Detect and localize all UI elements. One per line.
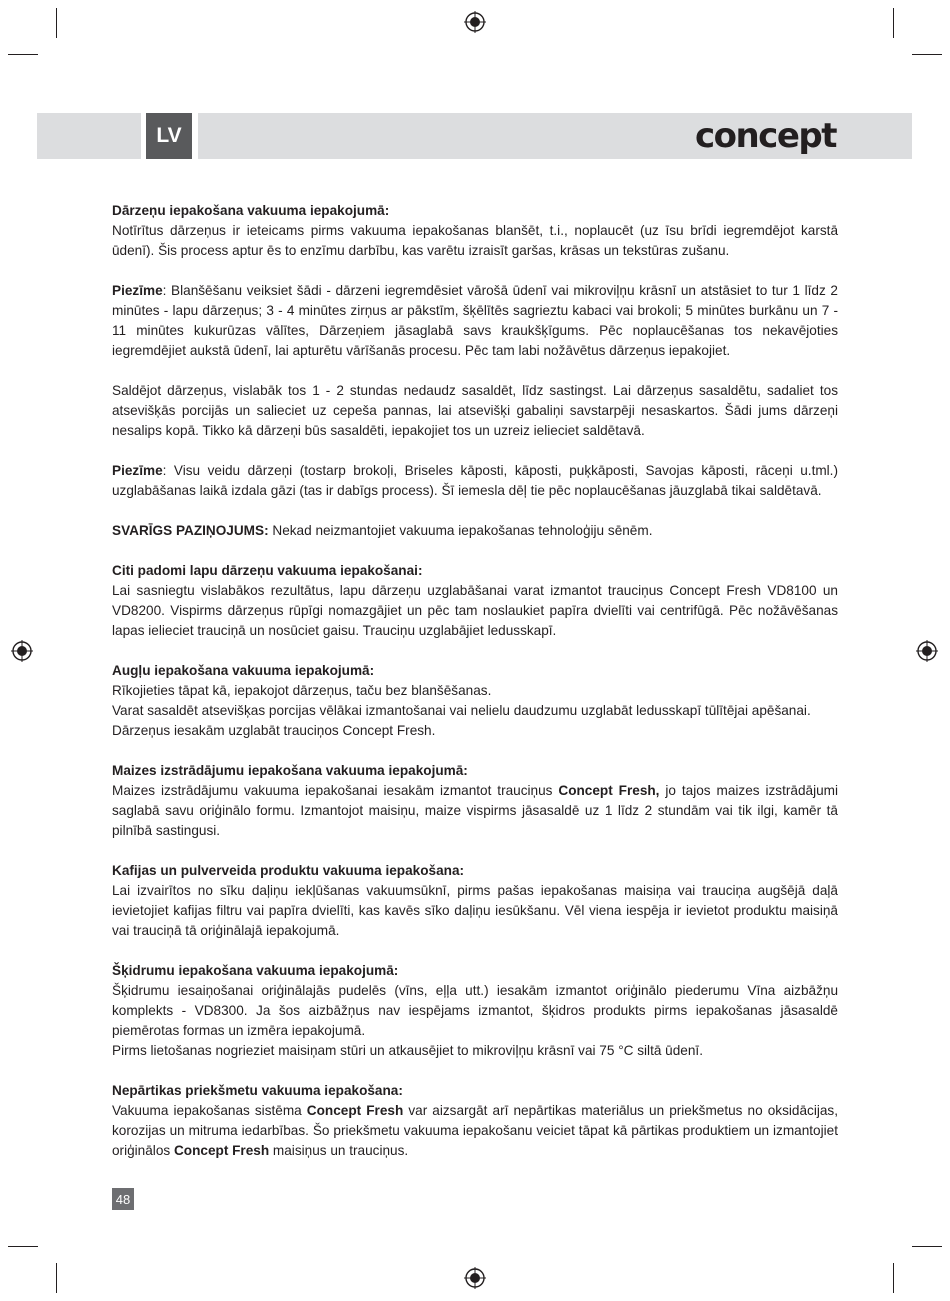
registration-mark-icon: [464, 11, 486, 33]
section-vegetables: [112, 201, 838, 261]
registration-mark-icon: [916, 640, 938, 662]
paragraph: Vakuuma iepakošanas sistēma: [112, 1103, 307, 1118]
crop-mark: [56, 8, 57, 38]
language-tab: LV: [146, 113, 192, 159]
section-title: Augļu iepakošana vakuuma iepakojumā:: [112, 663, 375, 678]
section-liquids: [112, 961, 838, 1061]
paragraph-line: Rīkojieties tāpat kā, iepakojot dārzeņus, taču bez blanšēšanas.: [112, 683, 492, 698]
note-gas: [112, 461, 838, 501]
section-non-food: [112, 1081, 838, 1161]
paragraph: : Blanšēšanu veiksiet šādi - dārzeni iegremdēsiet vārošā ūdenī vai mikroviļņu krāsnī un atstāsiet to tur 1 līdz 2 minūtes - lapu dārzeņus; 3 - 4 minūtes zirņus ar pākstīm, šķēlītēs sagrieztu kabaci vai brokoli; 5 minūtes burkānu un 7 - 11 minūtes kukurūzas vālītes, Dārzeņiem jāsaglabā savs kraukšķīgums. Pēc noplaucēšanas tos nekavējoties iegremdējiet aukstā ūdenī, lai apturētu vārīšanās procesu. Pēc tam labi nožāvētus dārzeņus iepakojiet.: [112, 283, 838, 358]
section-title: Dārzeņu iepakošana vakuuma iepakojumā:: [112, 203, 390, 218]
section-title: Maizes izstrādājumu iepakošana vakuuma iepakojumā:: [112, 763, 468, 778]
note-label: Piezīme: [112, 463, 163, 478]
paragraph: Maizes izstrādājumu vakuuma iepakošanai iesakām izmantot trauciņus: [112, 783, 559, 798]
brand-name: Concept Fresh: [173, 1143, 270, 1158]
paragraph-line: Dārzeņus iesakām uzglabāt trauciņos Concept Fresh.: [112, 723, 436, 738]
paragraph: Saldējot dārzeņus, vislabāk tos 1 - 2 stundas nedaudz sasaldēt, līdz sastingst. Lai dārzeņus sasaldētu, sadaliet tos atsevišķās porcijās un salieciet uz cepeša pannas, lai atsevišķi gabaliņi savstarpēji nesaskartos. Šādi jums dārzeņi nesalips kopā. Tikko kā dārzeņi būs sasaldēti, iepakojiet tos un uzreiz ielieciet saldētavā.: [112, 383, 838, 438]
notice-label: SVARĪGS PAZIŅOJUMS:: [112, 523, 269, 538]
paragraph: : Visu veidu dārzeņi (tostarp brokoļi, Briseles kāposti, kāposti, puķkāposti, Savojas kāposti, rāceņi u.tml.) uzglabāšanas laikā izdala gāzi (tas ir dabīgs process). Šī iemesla dēļ tie pēc noplaucēšanas jāuzglabā tikai saldētavā.: [112, 463, 838, 498]
document-body: [112, 201, 838, 1181]
brand-name: Concept Fresh,: [558, 783, 660, 798]
paragraph: Lai izvairītos no sīku daļiņu iekļūšanas vakuumsūknī, pirms pašas iepakošanas maisiņa vai trauciņa augšējā daļā ievietojiet kafijas filtru vai papīra dvielīti, kas kavēs sīko daļiņu iesūkšanu. Vēl viena iespēja ir ievietot produktu maisiņā vai trauciņā tā oriģinālajā iepakojumā.: [112, 883, 838, 938]
section-leafy-vegetables: [112, 561, 838, 641]
section-title: Šķidrumu iepakošana vakuuma iepakojumā:: [112, 963, 399, 978]
note-label: Piezīme: [112, 283, 163, 298]
registration-mark-icon: [11, 640, 33, 662]
section-coffee: [112, 861, 838, 941]
brand-logo: concept: [694, 116, 836, 156]
paragraph-line: Pirms lietošanas nogrieziet maisiņam stūri un atkausējiet to mikroviļņu krāsnī vai 75 °C siltā ūdenī.: [112, 1043, 703, 1058]
crop-mark: [893, 8, 894, 38]
section-bread: [112, 761, 838, 841]
crop-mark: [8, 54, 38, 55]
page-number: 48: [112, 1188, 134, 1210]
paragraph: Nekad neizmantojiet vakuuma iepakošanas tehnoloģiju sēnēm.: [268, 523, 653, 538]
paragraph: jo tajos maizes izstrādājumi saglabā savu oriģinālo formu. Izmantojot maisiņu, maize vispirms jāsasaldē uz 1 līdz 2 stundām vai tik ilgi, kamēr tā pilnībā sastingusi.: [112, 783, 838, 838]
paragraph: maisiņus un trauciņus.: [269, 1143, 409, 1158]
paragraph-line: Varat sasaldēt atsevišķas porcijas vēlākai izmantošanai vai nelielu daudzumu uzglabāt ledusskapī tūlītējai apēšanai.: [112, 703, 811, 718]
section-fruit: [112, 661, 838, 741]
crop-mark: [8, 1246, 38, 1247]
paragraph-freezing: [112, 381, 838, 441]
section-title: Kafijas un pulverveida produktu vakuuma iepakošana:: [112, 863, 465, 878]
paragraph: var aizsargāt arī nepārtikas materiālus un priekšmetus no oksidācijas, korozijas un mitruma iedarbības. Šo priekšmetu vakuuma iepakošanu veiciet tāpat kā pārtikas produktiem un izmantojiet oriģinālos: [112, 1103, 838, 1158]
section-title: Citi padomi lapu dārzeņu vakuuma iepakošanai:: [112, 563, 423, 578]
note-blanching: [112, 281, 838, 361]
section-title: Nepārtikas priekšmetu vakuuma iepakošana:: [112, 1083, 403, 1098]
crop-mark: [912, 1246, 942, 1247]
registration-mark-icon: [464, 1267, 486, 1289]
important-notice: [112, 521, 838, 541]
paragraph-line: Šķidrumu iesaiņošanai oriģinālajās pudelēs (vīns, eļļa utt.) iesakām izmantot oriģinālo piederumu Vīna aizbāžņu komplekts - VD8300. Ja šos aizbāžņus nav iespējams izmantot, šķidros produkts pirms iepakošanas jāsasaldē piemērotas formas un izmēra iepakojumā.: [112, 983, 838, 1038]
header-band-left: [37, 113, 141, 159]
brand-name: Concept Fresh: [306, 1103, 404, 1118]
crop-mark: [912, 54, 942, 55]
paragraph: Notīrītus dārzeņus ir ieteicams pirms vakuuma iepakošanas blanšēt, t.i., noplaucēt (uz īsu brīdi iegremdējot karstā ūdenī). Šis process aptur ēs to enzīmu darbību, kas varētu izraisīt garšas, krāsas un tekstūras zušanu.: [112, 223, 838, 258]
paragraph: Lai sasniegtu vislabākos rezultātus, lapu dārzeņu uzglabāšanai varat izmantot trauciņus Concept Fresh VD8100 un VD8200. Vispirms dārzeņus rūpīgi nomazgājiet un pēc tam noslaukiet papīra dvielīti vai centrifūgā. Pēc nožāvēšanas lapas ielieciet trauciņā un nosūciet gaisu. Trauciņu uzglabājiet ledusskapī.: [112, 583, 838, 638]
crop-mark: [56, 1263, 57, 1293]
crop-mark: [893, 1263, 894, 1293]
